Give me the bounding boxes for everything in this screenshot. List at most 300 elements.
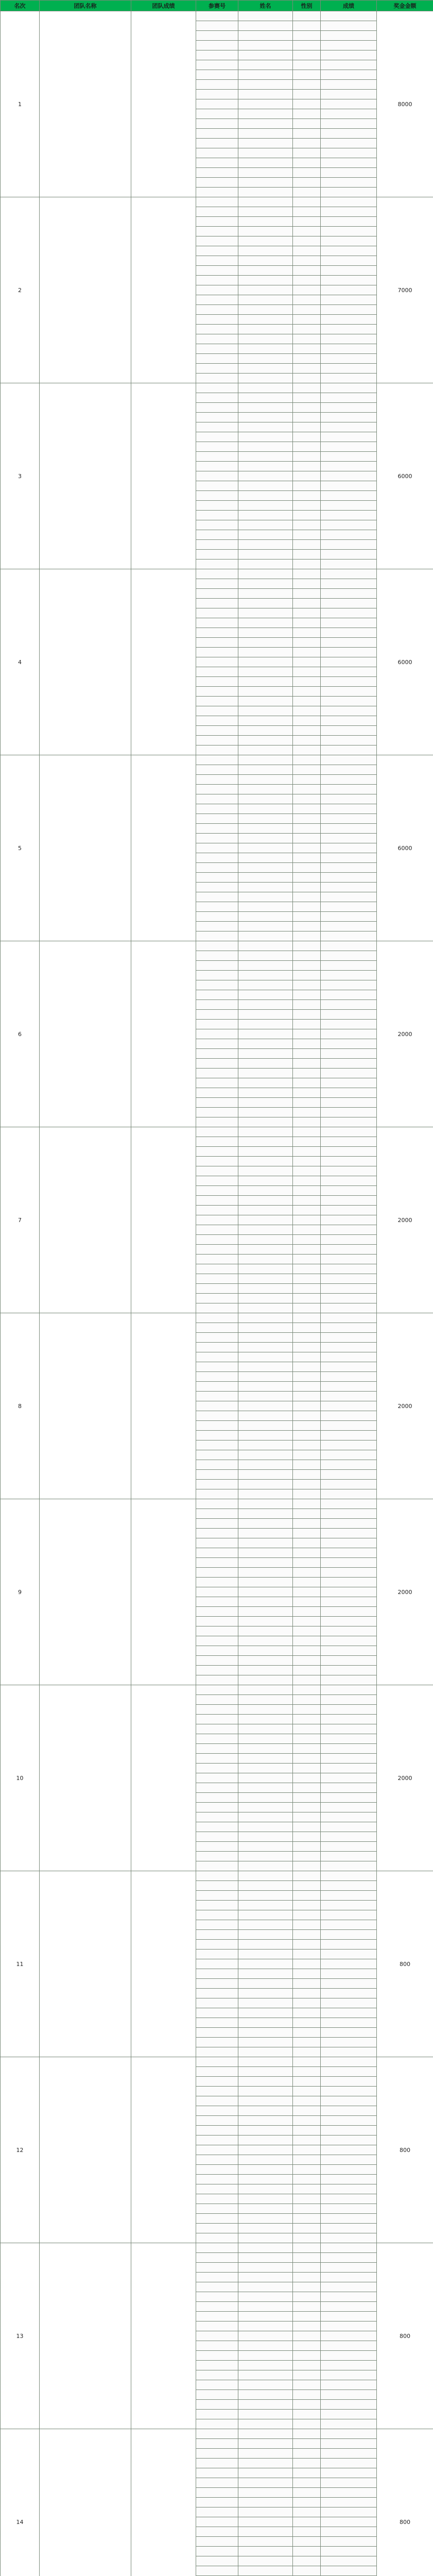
cell-time: [321, 1881, 377, 1891]
cell-time: [321, 736, 377, 745]
team-bonus: 6000: [377, 383, 433, 569]
header-bonus: 奖金金额: [377, 1, 433, 11]
cell-gender: [293, 1793, 321, 1803]
cell-time: [321, 2165, 377, 2175]
team-rank: 14: [1, 2429, 40, 2576]
cell-bib: [196, 951, 238, 961]
cell-bib: [196, 1362, 238, 1372]
cell-name: [238, 354, 293, 364]
cell-name: [238, 804, 293, 814]
cell-name: [238, 2312, 293, 2321]
cell-time: [321, 285, 377, 295]
cell-gender: [293, 1206, 321, 1215]
cell-time: [321, 922, 377, 931]
cell-bib: [196, 1705, 238, 1715]
cell-bib: [196, 1235, 238, 1245]
cell-name: [238, 2459, 293, 2468]
cell-name: [238, 2233, 293, 2243]
cell-name: [238, 1215, 293, 1225]
cell-gender: [293, 2194, 321, 2204]
cell-bib: [196, 21, 238, 31]
cell-gender: [293, 1558, 321, 1568]
cell-time: [321, 1832, 377, 1842]
cell-time: [321, 1294, 377, 1303]
cell-time: [321, 1039, 377, 1049]
cell-name: [238, 1450, 293, 1460]
cell-bib: [196, 2145, 238, 2155]
cell-time: [321, 2419, 377, 2429]
cell-gender: [293, 1910, 321, 1920]
cell-bib: [196, 383, 238, 393]
cell-time: [321, 1059, 377, 1069]
cell-gender: [293, 2243, 321, 2253]
cell-time: [321, 1470, 377, 1480]
cell-time: [321, 2263, 377, 2273]
cell-name: [238, 1294, 293, 1303]
cell-name: [238, 207, 293, 217]
cell-gender: [293, 853, 321, 863]
cell-gender: [293, 2204, 321, 2214]
cell-time: [321, 2429, 377, 2439]
cell-name: [238, 716, 293, 726]
cell-name: [238, 393, 293, 403]
cell-gender: [293, 148, 321, 158]
cell-name: [238, 579, 293, 589]
table-row: [1, 383, 433, 393]
cell-name: [238, 560, 293, 569]
cell-bib: [196, 1470, 238, 1480]
cell-name: [238, 1343, 293, 1352]
team-name: [40, 1313, 131, 1499]
cell-time: [321, 1940, 377, 1950]
cell-bib: [196, 2507, 238, 2517]
cell-gender: [293, 1998, 321, 2008]
cell-time: [321, 168, 377, 178]
cell-gender: [293, 2087, 321, 2096]
cell-gender: [293, 2468, 321, 2478]
header-row: [1, 1, 433, 11]
cell-name: [238, 334, 293, 344]
cell-time: [321, 1989, 377, 1998]
cell-name: [238, 1127, 293, 1137]
cell-name: [238, 1460, 293, 1470]
cell-name: [238, 1666, 293, 1675]
cell-name: [238, 285, 293, 295]
cell-name: [238, 1793, 293, 1803]
cell-gender: [293, 1313, 321, 1323]
cell-gender: [293, 129, 321, 139]
cell-time: [321, 2390, 377, 2400]
cell-name: [238, 1626, 293, 1636]
cell-bib: [196, 1538, 238, 1548]
cell-time: [321, 197, 377, 207]
cell-bib: [196, 2468, 238, 2478]
cell-gender: [293, 1920, 321, 1930]
cell-name: [238, 1000, 293, 1010]
cell-name: [238, 599, 293, 608]
cell-gender: [293, 716, 321, 726]
cell-bib: [196, 2224, 238, 2233]
cell-time: [321, 1969, 377, 1979]
cell-gender: [293, 471, 321, 481]
cell-bib: [196, 1489, 238, 1499]
cell-gender: [293, 1666, 321, 1675]
cell-name: [238, 1705, 293, 1715]
cell-time: [321, 364, 377, 374]
cell-name: [238, 1519, 293, 1529]
cell-bib: [196, 1264, 238, 1274]
cell-gender: [293, 2165, 321, 2175]
cell-time: [321, 638, 377, 648]
cell-gender: [293, 824, 321, 834]
cell-time: [321, 1597, 377, 1607]
cell-gender: [293, 618, 321, 628]
cell-gender: [293, 1460, 321, 1470]
cell-bib: [196, 697, 238, 706]
cell-name: [238, 1333, 293, 1343]
cell-bib: [196, 2537, 238, 2547]
cell-gender: [293, 207, 321, 217]
cell-bib: [196, 1245, 238, 1255]
cell-name: [238, 2273, 293, 2282]
cell-gender: [293, 1392, 321, 1401]
cell-bib: [196, 667, 238, 677]
cell-time: [321, 2351, 377, 2361]
cell-bib: [196, 736, 238, 745]
cell-gender: [293, 80, 321, 90]
cell-name: [238, 501, 293, 511]
cell-gender: [293, 2517, 321, 2527]
cell-gender: [293, 951, 321, 961]
cell-name: [238, 1538, 293, 1548]
cell-name: [238, 1901, 293, 1910]
cell-bib: [196, 413, 238, 422]
cell-bib: [196, 2478, 238, 2488]
cell-bib: [196, 1891, 238, 1901]
cell-gender: [293, 511, 321, 520]
cell-time: [321, 990, 377, 1000]
cell-time: [321, 931, 377, 941]
cell-name: [238, 589, 293, 599]
cell-name: [238, 442, 293, 452]
cell-gender: [293, 21, 321, 31]
cell-bib: [196, 1519, 238, 1529]
cell-time: [321, 305, 377, 315]
cell-time: [321, 1069, 377, 1078]
cell-bib: [196, 1382, 238, 1392]
cell-time: [321, 236, 377, 246]
cell-bib: [196, 2253, 238, 2263]
cell-time: [321, 1440, 377, 1450]
cell-time: [321, 1959, 377, 1969]
cell-name: [238, 1529, 293, 1538]
cell-name: [238, 1587, 293, 1597]
cell-time: [321, 1235, 377, 1245]
cell-time: [321, 853, 377, 863]
cell-bib: [196, 1421, 238, 1431]
cell-name: [238, 1176, 293, 1186]
cell-bib: [196, 1578, 238, 1587]
team-rank: 9: [1, 1499, 40, 1685]
cell-gender: [293, 638, 321, 648]
cell-gender: [293, 158, 321, 168]
cell-time: [321, 2057, 377, 2067]
cell-time: [321, 217, 377, 227]
cell-name: [238, 2145, 293, 2155]
cell-bib: [196, 276, 238, 285]
cell-gender: [293, 90, 321, 99]
team-time: [131, 1127, 196, 1313]
cell-bib: [196, 2419, 238, 2429]
cell-bib: [196, 325, 238, 334]
cell-name: [238, 1940, 293, 1950]
cell-name: [238, 1783, 293, 1793]
cell-name: [238, 325, 293, 334]
cell-gender: [293, 491, 321, 501]
cell-bib: [196, 2067, 238, 2077]
cell-name: [238, 1039, 293, 1049]
cell-name: [238, 687, 293, 697]
cell-time: [321, 1548, 377, 1558]
cell-name: [238, 2155, 293, 2165]
team-rank: 5: [1, 755, 40, 941]
cell-gender: [293, 2155, 321, 2165]
cell-bib: [196, 2233, 238, 2243]
cell-gender: [293, 481, 321, 491]
cell-name: [238, 1225, 293, 1235]
cell-time: [321, 295, 377, 305]
cell-name: [238, 266, 293, 276]
cell-time: [321, 1157, 377, 1166]
cell-name: [238, 256, 293, 266]
cell-bib: [196, 2214, 238, 2224]
cell-gender: [293, 364, 321, 374]
cell-bib: [196, 364, 238, 374]
cell-gender: [293, 109, 321, 119]
cell-time: [321, 1715, 377, 1724]
cell-gender: [293, 2047, 321, 2057]
cell-bib: [196, 2400, 238, 2410]
cell-name: [238, 1421, 293, 1431]
cell-bib: [196, 1333, 238, 1343]
cell-bib: [196, 393, 238, 403]
team-rank: 4: [1, 569, 40, 755]
cell-name: [238, 1166, 293, 1176]
cell-gender: [293, 1431, 321, 1440]
cell-time: [321, 188, 377, 197]
cell-bib: [196, 1352, 238, 1362]
cell-name: [238, 648, 293, 657]
cell-name: [238, 109, 293, 119]
cell-bib: [196, 2410, 238, 2419]
cell-name: [238, 1891, 293, 1901]
cell-gender: [293, 843, 321, 853]
cell-name: [238, 2439, 293, 2449]
cell-gender: [293, 892, 321, 902]
cell-gender: [293, 980, 321, 990]
team-rank: 10: [1, 1685, 40, 1871]
cell-time: [321, 1401, 377, 1411]
cell-name: [238, 1558, 293, 1568]
cell-time: [321, 2321, 377, 2331]
cell-time: [321, 1215, 377, 1225]
cell-time: [321, 2184, 377, 2194]
cell-time: [321, 11, 377, 21]
cell-bib: [196, 1568, 238, 1578]
cell-bib: [196, 1431, 238, 1440]
cell-gender: [293, 325, 321, 334]
cell-time: [321, 2312, 377, 2321]
cell-gender: [293, 2038, 321, 2047]
cell-time: [321, 2478, 377, 2488]
cell-name: [238, 1675, 293, 1685]
cell-name: [238, 197, 293, 207]
cell-name: [238, 2263, 293, 2273]
cell-name: [238, 2038, 293, 2047]
cell-time: [321, 334, 377, 344]
cell-name: [238, 452, 293, 462]
cell-gender: [293, 1959, 321, 1969]
cell-time: [321, 1313, 377, 1323]
cell-time: [321, 902, 377, 912]
cell-name: [238, 2018, 293, 2028]
cell-name: [238, 883, 293, 892]
cell-name: [238, 41, 293, 50]
cell-gender: [293, 315, 321, 325]
cell-bib: [196, 1940, 238, 1950]
cell-gender: [293, 550, 321, 560]
cell-gender: [293, 1499, 321, 1509]
cell-time: [321, 1372, 377, 1382]
cell-name: [238, 922, 293, 931]
cell-bib: [196, 41, 238, 50]
cell-gender: [293, 1509, 321, 1519]
cell-name: [238, 462, 293, 471]
cell-name: [238, 364, 293, 374]
cell-gender: [293, 246, 321, 256]
cell-time: [321, 1108, 377, 1117]
table-row: [1, 2243, 433, 2253]
cell-gender: [293, 736, 321, 745]
cell-gender: [293, 1578, 321, 1587]
cell-time: [321, 50, 377, 60]
cell-time: [321, 207, 377, 217]
cell-time: [321, 1861, 377, 1871]
cell-time: [321, 325, 377, 334]
cell-name: [238, 1108, 293, 1117]
cell-name: [238, 148, 293, 158]
cell-bib: [196, 2429, 238, 2439]
team-rank: 12: [1, 2057, 40, 2243]
cell-name: [238, 1920, 293, 1930]
cell-name: [238, 1685, 293, 1695]
cell-time: [321, 2527, 377, 2537]
cell-time: [321, 883, 377, 892]
cell-gender: [293, 1901, 321, 1910]
cell-gender: [293, 902, 321, 912]
cell-bib: [196, 1020, 238, 1029]
cell-name: [238, 344, 293, 354]
cell-time: [321, 1509, 377, 1519]
cell-name: [238, 217, 293, 227]
cell-gender: [293, 285, 321, 295]
cell-bib: [196, 1294, 238, 1303]
cell-time: [321, 1656, 377, 1666]
cell-gender: [293, 442, 321, 452]
cell-time: [321, 1852, 377, 1861]
cell-gender: [293, 1783, 321, 1793]
cell-time: [321, 1098, 377, 1108]
cell-name: [238, 765, 293, 775]
cell-name: [238, 755, 293, 765]
cell-time: [321, 2018, 377, 2028]
cell-time: [321, 139, 377, 148]
cell-time: [321, 276, 377, 285]
cell-time: [321, 726, 377, 736]
cell-gender: [293, 931, 321, 941]
cell-name: [238, 941, 293, 951]
cell-bib: [196, 1401, 238, 1411]
cell-name: [238, 951, 293, 961]
cell-name: [238, 2077, 293, 2087]
cell-name: [238, 785, 293, 794]
cell-name: [238, 834, 293, 843]
cell-name: [238, 1392, 293, 1401]
cell-time: [321, 1274, 377, 1284]
cell-name: [238, 1274, 293, 1284]
cell-time: [321, 1803, 377, 1812]
cell-gender: [293, 1352, 321, 1362]
cell-gender: [293, 413, 321, 422]
cell-time: [321, 1998, 377, 2008]
cell-name: [238, 1029, 293, 1039]
cell-bib: [196, 2087, 238, 2096]
cell-bib: [196, 1959, 238, 1969]
cell-name: [238, 863, 293, 873]
team-name: [40, 1685, 131, 1871]
cell-time: [321, 628, 377, 638]
cell-bib: [196, 990, 238, 1000]
team-bonus: 7000: [377, 197, 433, 383]
cell-bib: [196, 1529, 238, 1538]
cell-bib: [196, 1000, 238, 1010]
cell-time: [321, 1000, 377, 1010]
cell-bib: [196, 2106, 238, 2116]
cell-gender: [293, 70, 321, 80]
cell-name: [238, 1020, 293, 1029]
cell-name: [238, 2527, 293, 2537]
header-team-time: 团队成绩: [131, 1, 196, 11]
cell-name: [238, 902, 293, 912]
cell-gender: [293, 1607, 321, 1617]
cell-gender: [293, 2341, 321, 2351]
cell-time: [321, 1245, 377, 1255]
cell-name: [238, 21, 293, 31]
cell-bib: [196, 1695, 238, 1705]
cell-bib: [196, 2155, 238, 2165]
cell-bib: [196, 2194, 238, 2204]
cell-gender: [293, 2429, 321, 2439]
cell-name: [238, 667, 293, 677]
cell-name: [238, 912, 293, 922]
cell-gender: [293, 1715, 321, 1724]
cell-name: [238, 1480, 293, 1489]
cell-time: [321, 1480, 377, 1489]
cell-time: [321, 2096, 377, 2106]
cell-name: [238, 706, 293, 716]
cell-bib: [196, 2292, 238, 2302]
cell-bib: [196, 765, 238, 775]
